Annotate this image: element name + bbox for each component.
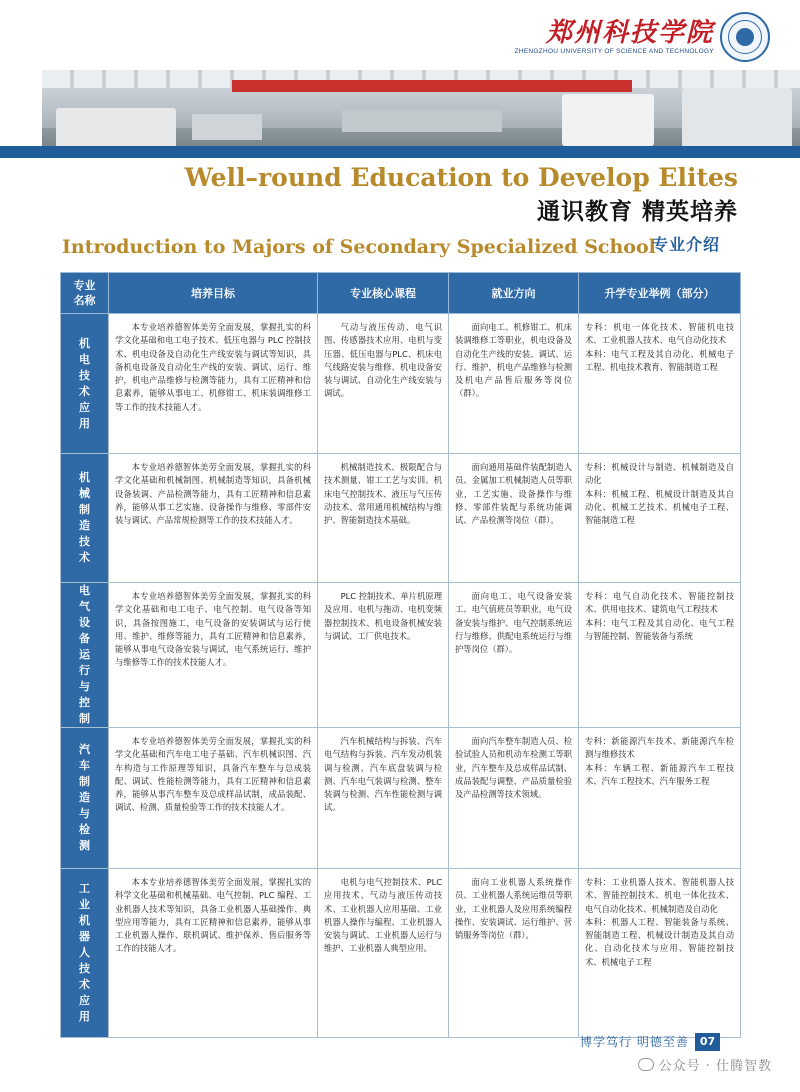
further-study-cell: 专科：机械设计与制造、机械制造及自动化 本科：机械工程、机械设计制造及其自动化、机械工艺技术、机械电子工程、智能制造工程 bbox=[579, 454, 741, 583]
further-study-cell: 专科：电气自动化技术、智能控制技术、供用电技术、建筑电气工程技术 本科：电气工程及其自动化、电气工程与智能控制、智能装备与系统 bbox=[579, 583, 741, 728]
heading-en-education: Well–round Education to Develop Elites bbox=[184, 163, 738, 192]
watermark bbox=[638, 1055, 772, 1074]
brand-block bbox=[514, 18, 714, 56]
further-study-cell: 专科：新能源汽车技术、新能源汽车检测与维修技术 本科：车辆工程、新能源汽车工程技术、汽车工程技术、汽车服务工程 bbox=[579, 728, 741, 869]
header-jobs: 就业方向 bbox=[449, 273, 579, 314]
major-name: 汽车制造与检测 bbox=[61, 728, 109, 869]
courses-cell: 电机与电气控制技术、PLC 应用技术、气动与液压传动技术、工业机器人应用基础、工业机器人操作与编程、工业机器人安装与调试、工业机器人运行与维护、工业机器人典型应用。 bbox=[318, 869, 449, 1038]
page-footer bbox=[580, 1033, 720, 1051]
goal-cell: 本专业培养德智体美劳全面发展，掌握扎实的科学文化基础和电工电子技术、低压电器与 PLC 控制技术、机电设备及自动化生产线安装与调试等知识，具备机电设备及自动化生产线的安装、调试、运行、维护，机电产品维修与检测等能力，具有工匠精神和信息素养，能够从事电工、机修钳工、机床装调维修工等工作的技术技能人才。 bbox=[109, 314, 318, 454]
jobs-cell: 面向电工、电气设备安装工、电气值班员等职业，电气设备安装与维护、电气控制系统运行与维修、供配电系统运行与维护等岗位（群）。 bbox=[449, 583, 579, 728]
page-header bbox=[0, 0, 800, 70]
major-name: 机械制造技术 bbox=[61, 454, 109, 583]
goal-cell: 本专业培养德智体美劳全面发展，掌握扎实的科学文化基础和汽车电工电子基础、汽车机械识图、汽车构造与工作原理等知识，具备汽车整车与总成装配、调试、性能检测等能力，具有工匠精神和信息素养，能够从事汽车整车及总成样品试制，成品装配、调试、检测、质量检验等工作的技术技能人才。 bbox=[109, 728, 318, 869]
page-number: 07 bbox=[695, 1033, 720, 1051]
table-row bbox=[61, 314, 741, 454]
jobs-cell: 面向通用基础件装配制造人员、金属加工机械制造人员等职业，工艺实施、设备操作与维修、零部件装配与系统功能调试、产品检测等岗位（群）。 bbox=[449, 454, 579, 583]
header-further-study: 升学专业举例（部分） bbox=[579, 273, 741, 314]
goal-cell: 本专业培养德智体美劳全面发展，掌握扎实的科学文化基础和机械制图、机械制造等知识，具备机械设备装调、产品检测等能力，具有工匠精神和信息素养，能够从事工艺实施、设备操作与维修、零部件安装与调试、产品常规检测等工作的技术技能人才。 bbox=[109, 454, 318, 583]
major-name: 工业机器人技术应用 bbox=[61, 869, 109, 1038]
heading-cn-education: 通识教育 精英培养 bbox=[536, 199, 738, 225]
courses-cell: PLC 控制技术、单片机原理及应用、电机与拖动、电机变频器控制技术、机电设备机械安装与调试、工厂供电技术。 bbox=[318, 583, 449, 728]
major-name: 机电技术应用 bbox=[61, 314, 109, 454]
watermark-text: 公众号 · 仕腾智教 bbox=[658, 1059, 772, 1074]
jobs-cell: 面向电工、机修钳工、机床装调维修工等职业，机电设备及自动化生产线的安装、调试、运行、维护，机电产品维修与检测及机电产品售后服务等岗位（群）。 bbox=[449, 314, 579, 454]
courses-cell: 机械制造技术、极限配合与技术测量、钳工工艺与实训、机床电气控制技术、液压与气压传动技术、常用通用机械结构与维护、智能制造技术基础。 bbox=[318, 454, 449, 583]
major-name: 电气设备运行与控制 bbox=[61, 583, 109, 728]
jobs-cell: 面向工业机器人系统操作员、工业机器人系统运维员等职业，工业机器人及应用系统编程操作、安装调试、运行维护、营销服务等岗位（群）。 bbox=[449, 869, 579, 1038]
table-row bbox=[61, 583, 741, 728]
heading-cn-majors: 专业介绍 bbox=[652, 235, 721, 254]
heading-en-majors: Introduction to Majors of Secondary Specialized School bbox=[62, 236, 656, 258]
table-header-row bbox=[61, 273, 741, 314]
header-major: 专业名称 bbox=[61, 273, 109, 314]
table-row bbox=[61, 454, 741, 583]
header-goal: 培养目标 bbox=[109, 273, 318, 314]
jobs-cell: 面向汽车整车制造人员、检验试验人员和机动车检测工等职业，汽车整车及总成样品试制、成品装配与调整、产品质量检验及产品检测等技术领域。 bbox=[449, 728, 579, 869]
brand-name: 郑州科技学院 bbox=[545, 18, 714, 48]
brand-name-en: ZHENGZHOU UNIVERSITY OF SCIENCE AND TECHNOLOGY bbox=[514, 48, 714, 55]
courses-cell: 汽车机械结构与拆装、汽车电气结构与拆装、汽车发动机装调与检测、汽车底盘装调与检测、汽车电气装调与检测、整车装调与检测、汽车性能检测与调试。 bbox=[318, 728, 449, 869]
goal-cell: 本本专业培养德智体美劳全面发展，掌握扎实的科学文化基础和机械基础、电气控制、PLC 编程、工业机器人技术等知识，具备工业机器人基础操作、典型应用等能力，具有工匠精神和信息素养，能够从事工业机器人操作、联机调试、维护保养、售后服务等工作的技能人才。 bbox=[109, 869, 318, 1038]
workshop-banner-photo bbox=[42, 70, 800, 158]
goal-cell: 本专业培养德智体美劳全面发展，掌握扎实的科学文化基础和电工电子、电气控制、电气设备等知识，具备按图施工，电气设备的安装调试与运行使用、维护、维修等能力，具有工匠精神和信息素养，能够从事电气设备安装与调试，电气系统运行、维护与维修等工作的技术技能人才。 bbox=[109, 583, 318, 728]
further-study-cell: 专科：工业机器人技术、智能机器人技术、智能控制技术、机电一体化技术、电气自动化技术、机械制造及自动化 本科：机器人工程、智能装备与系统、智能制造工程、机械设计制造及其自动化、自动化技术与应用、智能控制技术、机械电子工程 bbox=[579, 869, 741, 1038]
university-seal-icon bbox=[720, 12, 770, 62]
majors-table-container bbox=[60, 272, 740, 1038]
further-study-cell: 专科：机电一体化技术、智能机电技术、工业机器人技术、电气自动化技术 本科：电气工程及其自动化、机械电子工程、机电技术教育、智能制造工程 bbox=[579, 314, 741, 454]
header-courses: 专业核心课程 bbox=[318, 273, 449, 314]
majors-table bbox=[60, 272, 741, 1038]
courses-cell: 气动与液压传动、电气识图、传感器技术应用、电机与变压器、低压电器与PLC、机床电气线路安装与维修、机电设备安装与调试、自动化生产线安装与调试。 bbox=[318, 314, 449, 454]
footer-motto: 博学笃行 明德至善 bbox=[580, 1035, 689, 1049]
table-row bbox=[61, 869, 741, 1038]
header-divider bbox=[0, 146, 800, 158]
wechat-icon bbox=[638, 1058, 654, 1071]
table-row bbox=[61, 728, 741, 869]
